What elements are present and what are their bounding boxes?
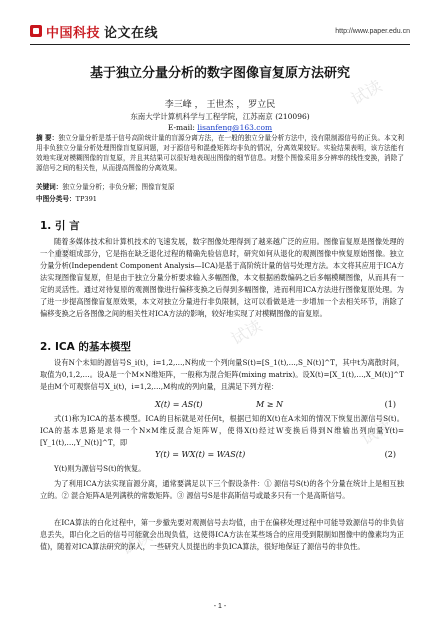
abstract-label: 摘 要： xyxy=(36,134,59,142)
watermark: 试读 xyxy=(227,316,266,349)
header-divider xyxy=(30,44,410,45)
section-2-paragraph-1: 设有N个未知的源信号S_i(t)，i=1,2,…,N构成一个列向量S(t)=[S_1(t),…,S_N(t)]^T，其中t为离散时间，取值为0,1,2,…。设A是一个M×N维矩阵，一般称为混合矩阵(mixing matrix)。设X(t)=[X_1(t),…,X_M(t)]^T是由M个可观察信号X_i(t)，i=1,2,…,M构成的列向量，且满足下列方程： xyxy=(40,358,404,391)
page-number: - 1 - xyxy=(213,603,227,610)
clc-label: 中图分类号： xyxy=(36,195,76,203)
site-logo[interactable] xyxy=(30,22,158,40)
keywords-label: 关键词： xyxy=(36,183,63,191)
author-email xyxy=(0,123,440,132)
equation-2-formula: Y(t) = WX(t) = WAS(t) xyxy=(155,450,246,459)
author-affiliation: 东南大学计算机科学与工程学院，江苏南京 (210096) xyxy=(130,112,310,121)
abstract xyxy=(36,133,404,173)
paper-title: 基于独立分量分析的数字图像盲复原方法研究 xyxy=(89,66,350,81)
section-2-heading: 2. ICA 的基本模型 xyxy=(40,341,131,353)
equation-1-formula: X(t) = AS(t) xyxy=(155,400,203,409)
keywords xyxy=(36,181,404,191)
section-2-paragraph-2: 式(1)称为ICA的基本模型。ICA的目标就是对任何t，根据已知的X(t)在A未知的情况下恢复出源信号S(t)。ICA的基本思路是求得一个N×M维反混合矩阵W，使得X(t)经过W变换后得到N维输出列向量Y(t)=[Y_1(t),…,Y_N(t)]^T，即 xyxy=(40,414,404,447)
site-url[interactable]: http://www.paper.edu.cn xyxy=(335,28,410,35)
logo-text-part1: 中国科技 xyxy=(46,25,101,41)
watermark: 试读 xyxy=(347,76,386,109)
watermark: 试读 xyxy=(117,526,156,559)
section-2-paragraph-4: 为了利用ICA方法实现盲源分离，通常要满足以下三个假设条件：① 源信号S(t)的各个分量在统计上是相互独立的。② 混合矩阵A是列满秩的常数矩阵。③ 源信号S是非高斯信号或最多只有一个是高斯信号。 xyxy=(40,479,404,500)
logo-icon xyxy=(30,25,42,37)
watermark: 试读 xyxy=(357,416,396,449)
paper-authors: 李三峰 ， 王世杰 ， 罗立民 xyxy=(164,100,276,110)
page-header xyxy=(0,0,440,46)
equation-1-number: (1) xyxy=(384,400,396,409)
keywords-text: 独立分量分析；非负分解；图像盲复原 xyxy=(62,183,175,191)
section-2-paragraph-3: Y(t)则为源信号S(t)的恢复。 xyxy=(54,464,146,473)
logo-text-part2: 论文在线 xyxy=(104,25,159,41)
equation-1-condition: M ≥ N xyxy=(256,400,283,409)
email-label: E-mail: xyxy=(167,123,198,132)
section-1-paragraph: 随着多媒体技术和计算机技术的飞速发展，数字图像处理得到了越来越广泛的应用。图像盲复原是图像处理的一个重要组成部分，它是指在缺乏退化过程的精确先验信息时，研究如何从退化的观测图像中恢复原始图像。独立分量分析(Independent Component Analysis—ICA)是基于高阶统计量的信号处理方法。本文将其应用于ICA方法实现图像盲复原，但是由于独立分量分析要求输入多幅图像，本文根据函数编码之后多幅模糊图像，从而具有一定的灵活性。通过对待复原的观测图像进行偏移变换之后得到多幅图像，进而利用ICA方法进行图像复原处理。为了进一步提高图像盲复原效果，本文对独立分量进行非负限制，这可以看做是进一步增加一个去相关环节，消除了偏移变换之后各图像之间的相关性对ICA方法的影响，较好地实现了对模糊图像的盲复原。 xyxy=(40,237,404,318)
watermark: 试读 xyxy=(47,236,86,269)
section-2-paragraph-5: 在ICA算法的白化过程中，第一步撤先要对观测信号去均值，由于在偏移处理过程中可能导致源信号的非负信息丢失，即白化之后的信号可能就会出现负值，这使得ICA方法在某些场合的应用受到限制如图像中的像素均为正值)，随着对ICA算法研究的深入，一些研究人员提出的非负ICA算法，很好地保证了源信号的非负性。 xyxy=(40,518,404,551)
section-1-heading: 1. 引 言 xyxy=(40,220,80,232)
classification-number xyxy=(36,193,404,203)
equation-2-number: (2) xyxy=(384,450,396,459)
clc-value: TP391 xyxy=(75,195,97,203)
email-link[interactable]: lisanfeng@163.com xyxy=(197,123,273,132)
abstract-text: 独立分量分析是基于信号高阶统计量的盲源分离方法，在一般的独立分量分析方法中，没有限制源信号的正负。本文利用非负独立分量分析处理图像盲复原问题，对于源信号和混叠矩阵均非负的情况，分离效果较好。实验结果表明，该方法能有效地实现对模糊图像的盲复原，并且其结果可以很好地表现出图像的细节信息。对整个图像采用多分辨率的线性变换，消除了源信号之间的相关性，从而提高图像的分离效果。 xyxy=(36,134,405,172)
